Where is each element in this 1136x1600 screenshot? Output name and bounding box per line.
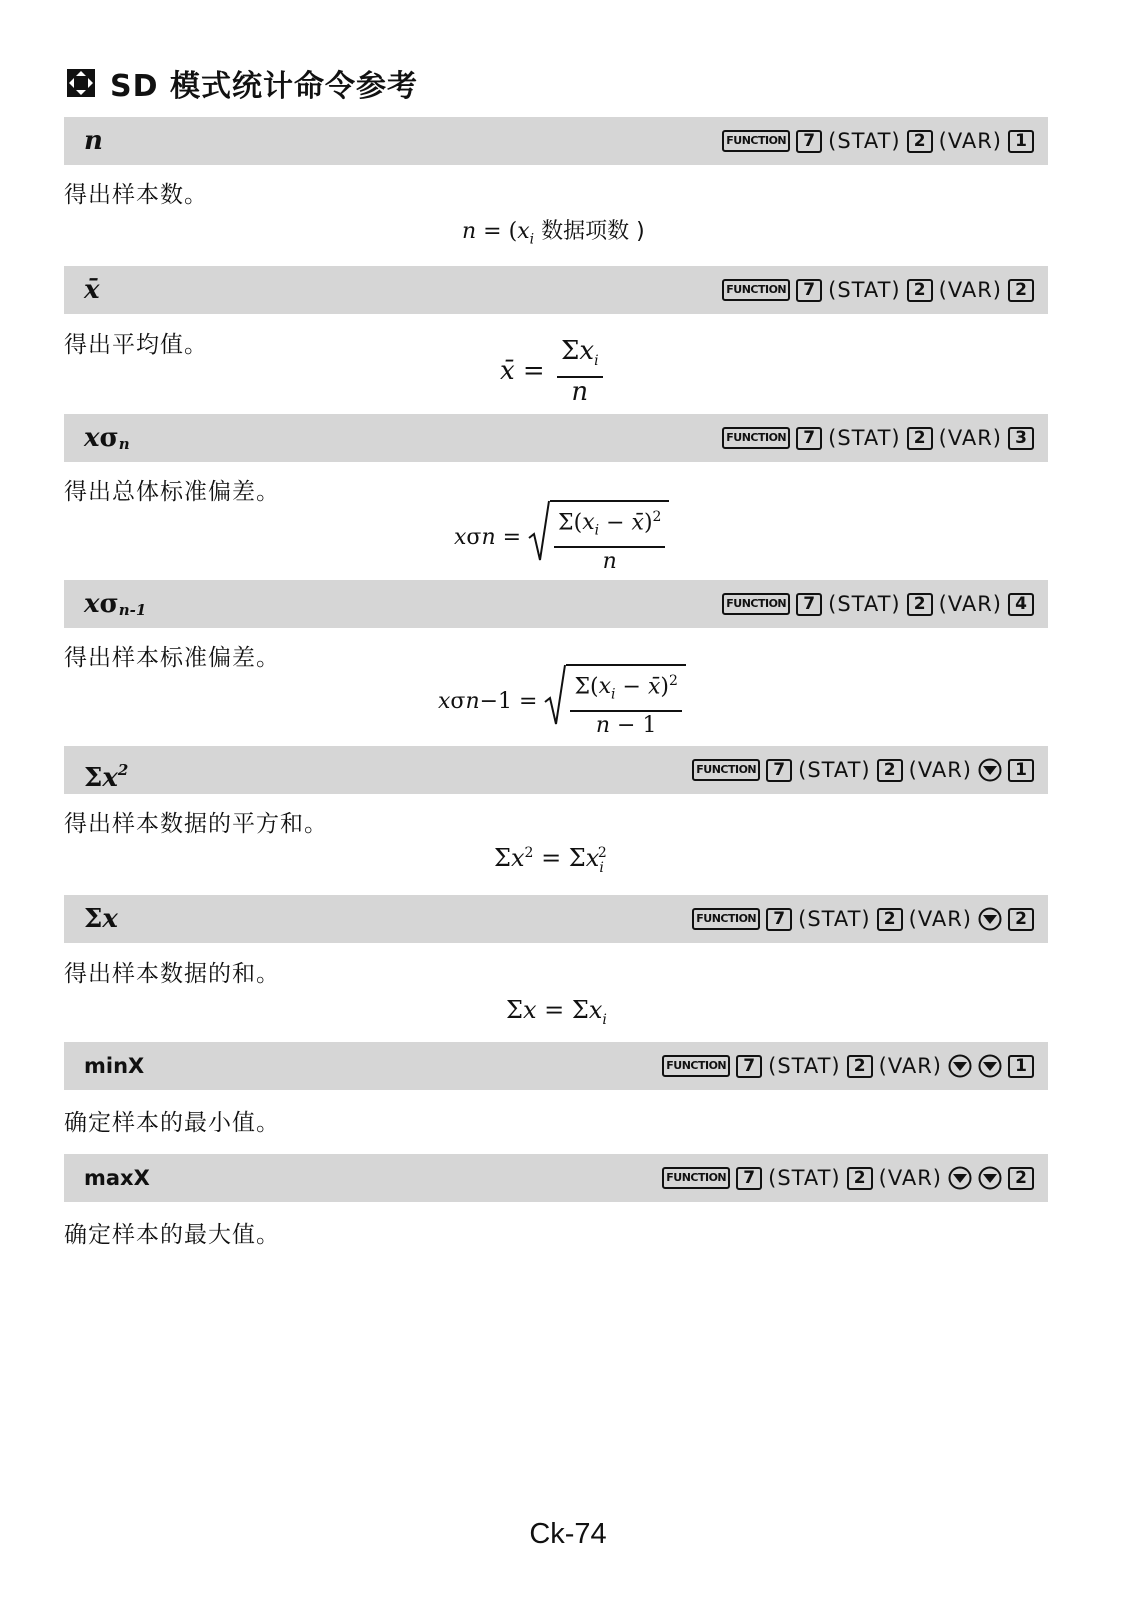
down-arrow-icon	[948, 1166, 972, 1190]
key-2: 2	[907, 279, 933, 302]
down-arrow-icon	[948, 1054, 972, 1078]
key-1: 1	[1008, 759, 1034, 782]
var-label: (VAR)	[878, 1166, 942, 1190]
key-2: 2	[1008, 1167, 1034, 1190]
key-sequence	[662, 1042, 1034, 1090]
formula-sample-std: x σ n −1 = $\frac{\Sigma(x_i - x̄)^2}{n - 1}$	[438, 664, 686, 740]
stat-label: (STAT)	[828, 426, 901, 450]
key-7: 7	[796, 593, 822, 616]
command-description: 得出样本数据的和。	[64, 961, 280, 987]
key-4: 4	[1008, 593, 1034, 616]
function-key: FUNCTION	[722, 593, 790, 615]
key-2: 2	[847, 1167, 873, 1190]
command-header-sample-std	[64, 580, 1048, 628]
command-header-mean	[64, 266, 1048, 314]
command-description: 确定样本的最小值。	[64, 1110, 280, 1136]
key-7: 7	[736, 1167, 762, 1190]
command-name: $x\sigma_{n-1}$	[84, 589, 147, 619]
key-sequence	[692, 895, 1034, 943]
command-name: maxX	[84, 1166, 150, 1190]
key-3: 3	[1008, 427, 1034, 450]
formula-sum-squares: $\Sigma x^2 = \Sigma x_i^2$	[494, 844, 607, 876]
key-sequence	[692, 746, 1034, 794]
stat-label: (STAT)	[798, 758, 871, 782]
var-label: (VAR)	[938, 278, 1002, 302]
command-description: 得出平均值。	[64, 332, 208, 358]
command-name: x̄	[84, 275, 100, 305]
command-description: 得出样本数据的平方和。	[64, 811, 328, 837]
command-name: $x\sigma_n$	[84, 423, 130, 453]
command-header-maxx	[64, 1154, 1048, 1202]
key-sequence	[722, 414, 1034, 462]
formula-n: $n = (x_i$ 数据项数 )	[462, 219, 645, 248]
var-label: (VAR)	[878, 1054, 942, 1078]
function-key: FUNCTION	[722, 279, 790, 301]
key-7: 7	[796, 427, 822, 450]
stat-label: (STAT)	[828, 278, 901, 302]
function-key: FUNCTION	[722, 130, 790, 152]
key-7: 7	[766, 759, 792, 782]
stat-label: (STAT)	[768, 1166, 841, 1190]
stat-label: (STAT)	[798, 907, 871, 931]
var-label: (VAR)	[938, 426, 1002, 450]
function-key: FUNCTION	[692, 759, 760, 781]
key-7: 7	[736, 1055, 762, 1078]
key-7: 7	[766, 908, 792, 931]
down-arrow-icon	[978, 1054, 1002, 1078]
key-2: 2	[1008, 279, 1034, 302]
command-description: 得出样本数。	[64, 182, 208, 208]
key-1: 1	[1008, 130, 1034, 153]
var-label: (VAR)	[938, 129, 1002, 153]
stat-label: (STAT)	[828, 592, 901, 616]
var-label: (VAR)	[938, 592, 1002, 616]
function-key: FUNCTION	[662, 1055, 730, 1077]
command-header-n	[64, 117, 1048, 165]
key-sequence	[722, 117, 1034, 165]
key-sequence	[662, 1154, 1034, 1202]
page-title	[66, 58, 418, 108]
command-name: n	[84, 126, 103, 156]
key-2: 2	[877, 759, 903, 782]
command-header-minx	[64, 1042, 1048, 1090]
command-name: minX	[84, 1054, 145, 1078]
command-description: 得出样本标准偏差。	[64, 645, 280, 671]
command-header-pop-std	[64, 414, 1048, 462]
command-description: 确定样本的最大值。	[64, 1222, 280, 1248]
down-arrow-icon	[978, 758, 1002, 782]
down-arrow-icon	[978, 907, 1002, 931]
stat-label: (STAT)	[828, 129, 901, 153]
key-1: 1	[1008, 1055, 1034, 1078]
formula-mean: x̄ = $\frac{\Sigma x_i}{n}$	[500, 336, 607, 406]
command-header-sum	[64, 895, 1048, 943]
var-label: (VAR)	[908, 758, 972, 782]
page-number: Ck-74	[529, 1518, 607, 1550]
title-text: SD 模式统计命令参考	[110, 69, 418, 104]
diamond-square-icon	[66, 68, 96, 98]
formula-pop-std: x σ n = $\frac{\Sigma(x_i - x̄)^2}{n}$	[454, 500, 669, 576]
function-key: FUNCTION	[722, 427, 790, 449]
key-sequence	[722, 266, 1034, 314]
command-header-sum-squares	[64, 746, 1048, 794]
key-7: 7	[796, 130, 822, 153]
command-description: 得出总体标准偏差。	[64, 479, 280, 505]
stat-label: (STAT)	[768, 1054, 841, 1078]
key-2: 2	[877, 908, 903, 931]
command-name: Σx	[84, 904, 118, 934]
formula-sum: $\Sigma x = \Sigma x_i$	[506, 996, 607, 1028]
function-key: FUNCTION	[662, 1167, 730, 1189]
key-sequence	[722, 580, 1034, 628]
key-2: 2	[847, 1055, 873, 1078]
key-7: 7	[796, 279, 822, 302]
key-2: 2	[907, 130, 933, 153]
command-name: $\Sigma x^2$	[84, 761, 129, 793]
key-2: 2	[907, 427, 933, 450]
function-key: FUNCTION	[692, 908, 760, 930]
key-2: 2	[907, 593, 933, 616]
down-arrow-icon	[978, 1166, 1002, 1190]
var-label: (VAR)	[908, 907, 972, 931]
key-2: 2	[1008, 908, 1034, 931]
